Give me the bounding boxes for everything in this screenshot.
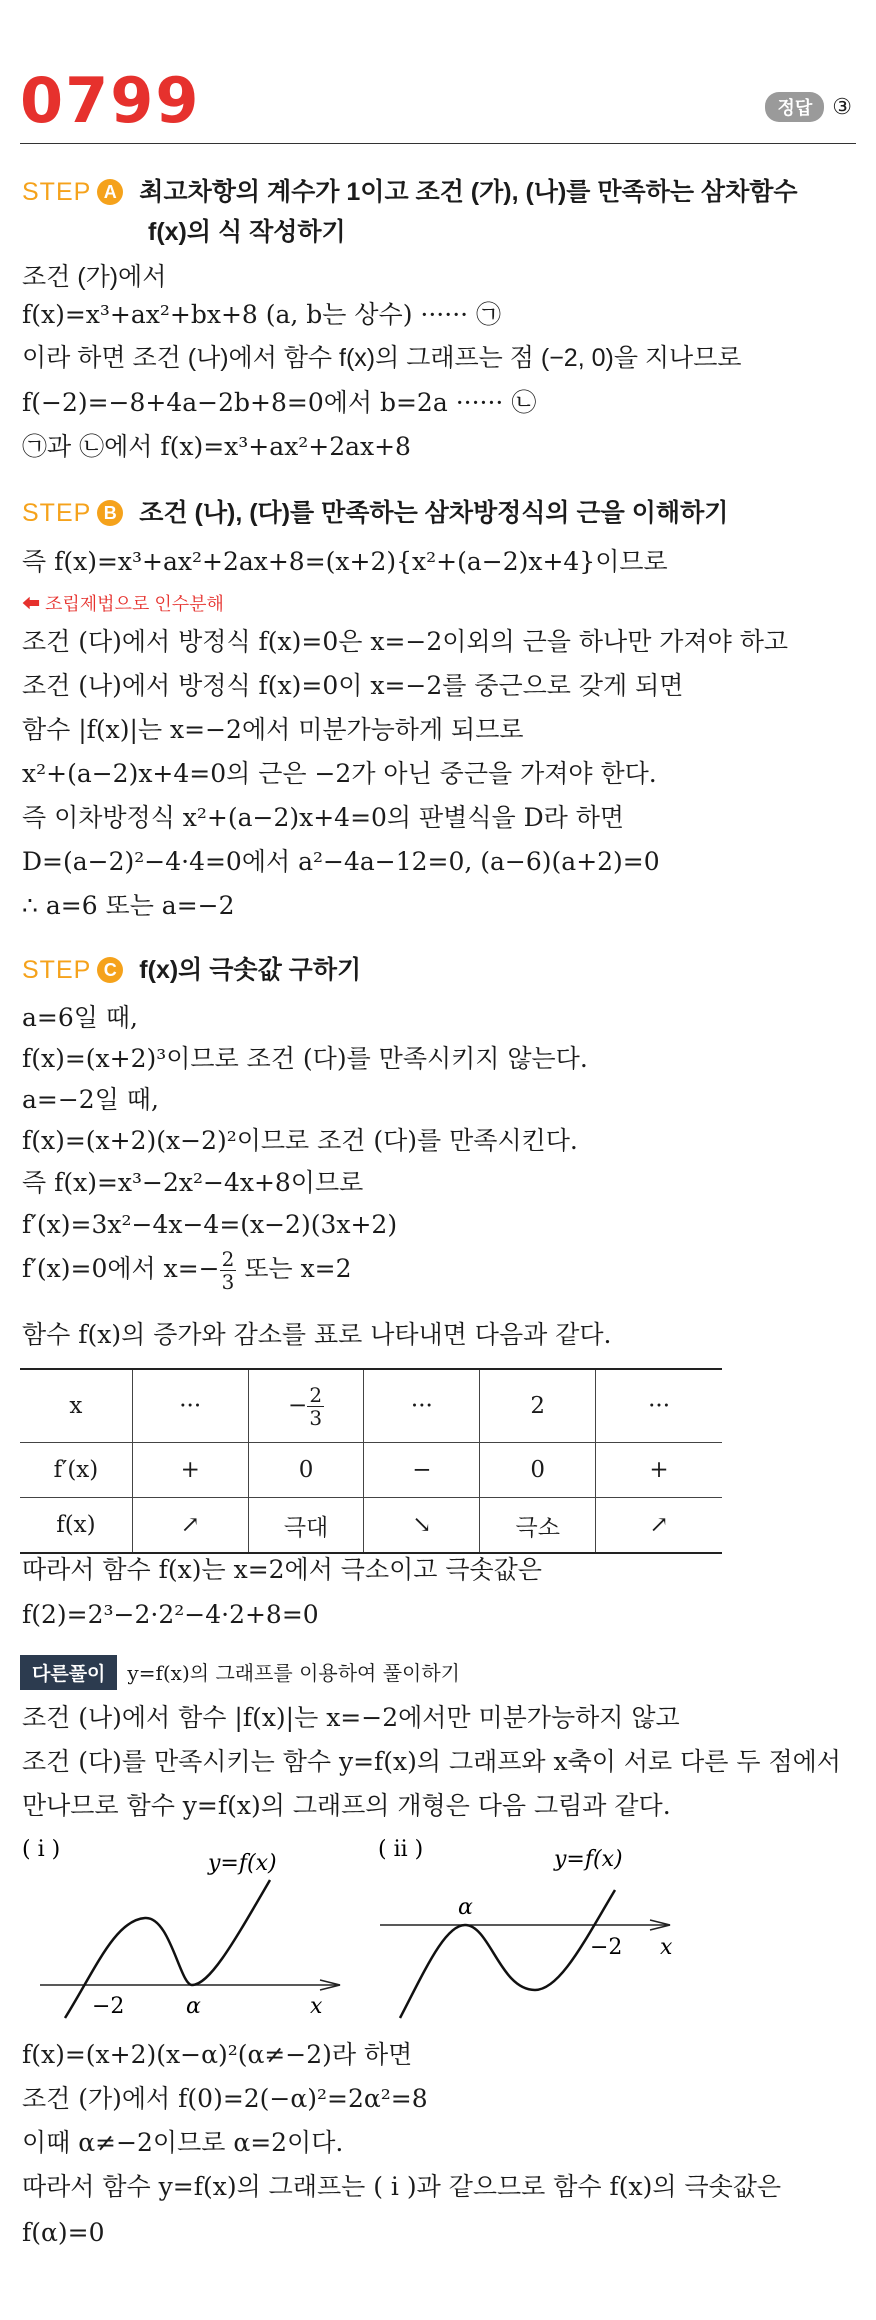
step-c-line: f(x)=(x+2)(x−2)²이므로 조건 (다)를 만족시킨다. — [22, 1126, 578, 1155]
step-b-badge: B — [97, 500, 123, 526]
table-cell: − — [364, 1443, 480, 1498]
alt-tag: 다른풀이 — [20, 1655, 117, 1690]
graph-2-curve — [400, 1890, 615, 2018]
alt-after-line: f(x)=(x+2)(x−α)²(α≠−2)라 하면 — [22, 2040, 413, 2069]
table-row-x — [20, 1369, 722, 1443]
table-cell: ↗ — [596, 1498, 722, 1554]
graph-2-x: x — [660, 1935, 673, 1960]
graph-1-neg2: −2 — [92, 1994, 125, 2019]
graph-1-label: ( i ) — [22, 1837, 61, 1862]
step-b-line: 조건 (나)에서 방정식 f(x)=0이 x=−2를 중근으로 갖게 되면 — [22, 671, 684, 700]
step-c-conclusion: 따라서 함수 f(x)는 x=2에서 극소이고 극솟값은 — [22, 1555, 542, 1584]
answer-value: ③ — [832, 94, 852, 119]
step-b-line: ∴ a=6 또는 a=−2 — [22, 891, 235, 920]
alt-after-line: f(α)=0 — [22, 2218, 105, 2247]
graph-case-1 — [20, 1830, 380, 2020]
step-a-line: f(−2)=−8+4a−2b+8=0에서 b=2a ······ ㉡ — [22, 388, 537, 417]
table-cell: ··· — [596, 1369, 722, 1443]
table-cell: ··· — [132, 1369, 248, 1443]
header-divider — [20, 143, 856, 144]
step-a-line: ㉠과 ㉡에서 f(x)=x³+ax²+2ax+8 — [22, 432, 411, 461]
graph-1-curve-label: y=f(x) — [208, 1851, 277, 1876]
table-cell: f(x) — [20, 1498, 132, 1554]
step-b-line: x²+(a−2)x+4=0의 근은 −2가 아닌 중근을 가져야 한다. — [22, 759, 657, 788]
step-a-badge: A — [97, 179, 123, 205]
table-cell: x — [20, 1369, 132, 1443]
alt-after-line: 따라서 함수 y=f(x)의 그래프는 ( i )과 같으므로 함수 f(x)의 극솟값은 — [22, 2172, 782, 2201]
table-cell: ↗ — [132, 1498, 248, 1554]
table-cell: 0 — [480, 1443, 596, 1498]
graph-2-curve-label: y=f(x) — [554, 1847, 623, 1872]
table-row-f — [20, 1498, 722, 1554]
answer-box — [765, 92, 852, 122]
table-cell: ··· — [364, 1369, 480, 1443]
step-c-line: f(x)=(x+2)³이므로 조건 (다)를 만족시키지 않는다. — [22, 1044, 588, 1073]
step-c-heading: STEP C f(x)의 극솟값 구하기 — [22, 956, 362, 984]
step-b-line: D=(a−2)²−4·4=0에서 a²−4a−12=0, (a−6)(a+2)=0 — [22, 847, 660, 876]
table-cell: 2 — [480, 1369, 596, 1443]
table-cell: ↘ — [364, 1498, 480, 1554]
step-a-heading-line2: f(x)의 식 작성하기 — [148, 218, 346, 246]
step-b-line: 즉 f(x)=x³+ax²+2ax+8=(x+2){x²+(a−2)x+4}이므로 — [22, 547, 668, 576]
step-b-line: 함수 |f(x)|는 x=−2에서 미분가능하게 되므로 — [22, 715, 524, 744]
answer-label: 정답 — [765, 92, 824, 122]
graph-1-alpha: α — [186, 1994, 201, 2019]
step-c-conclusion: f(2)=2³−2·2²−4·2+8=0 — [22, 1600, 319, 1629]
step-c-line: a=6일 때, — [22, 1003, 138, 1032]
increase-decrease-table — [20, 1368, 722, 1554]
alt-solution-heading: 다른풀이 y=f(x)의 그래프를 이용하여 풀이하기 — [20, 1655, 460, 1685]
table-cell: f′(x) — [20, 1443, 132, 1498]
alt-line: 조건 (다)를 만족시키는 함수 y=f(x)의 그래프와 x축이 서로 다른 두 점에서 — [22, 1747, 841, 1776]
alt-after-line: 조건 (가)에서 f(0)=2(−α)²=2α²=8 — [22, 2084, 428, 2113]
step-a-line: 조건 (가)에서 — [22, 263, 167, 291]
step-b-line: 조건 (다)에서 방정식 f(x)=0은 x=−2이외의 근을 하나만 가져야 하고 — [22, 627, 788, 656]
graph-2-neg2: −2 — [590, 1935, 623, 1960]
table-row-fprime — [20, 1443, 722, 1498]
step-b-line: 즉 이차방정식 x²+(a−2)x+4=0의 판별식을 D라 하면 — [22, 803, 625, 832]
step-a-heading: STEP A 최고차항의 계수가 1이고 조건 (가), (나)를 만족하는 삼차함수 — [22, 178, 798, 206]
step-a-line: f(x)=x³+ax²+bx+8 (a, b는 상수) ······ ㉠ — [22, 300, 502, 329]
problem-number: 0799 — [20, 64, 201, 137]
alt-line: 만나므로 함수 y=f(x)의 그래프의 개형은 다음 그림과 같다. — [22, 1791, 671, 1820]
graph-2-label: ( ii ) — [378, 1837, 424, 1862]
graph-case-2 — [370, 1830, 690, 2020]
table-cell: 극대 — [248, 1498, 364, 1554]
step-c-line: a=−2일 때, — [22, 1085, 159, 1114]
step-c-line: f′(x)=3x²−4x−4=(x−2)(3x+2) — [22, 1210, 398, 1239]
table-cell: + — [596, 1443, 722, 1498]
alt-after-line: 이때 α≠−2이므로 α=2이다. — [22, 2128, 344, 2157]
step-a-line: 이라 하면 조건 (나)에서 함수 f(x)의 그래프는 점 (−2, 0)을 지나므로 — [22, 344, 742, 372]
alt-line: 조건 (나)에서 함수 |f(x)|는 x=−2에서만 미분가능하지 않고 — [22, 1703, 680, 1732]
table-cell: 극소 — [480, 1498, 596, 1554]
table-intro: 함수 f(x)의 증가와 감소를 표로 나타내면 다음과 같다. — [22, 1320, 612, 1349]
table-cell: 0 — [248, 1443, 364, 1498]
factor-note: ⬅ 조립제법으로 인수분해 — [22, 594, 224, 614]
table-cell: − $\frac{2}{3}$ — [248, 1369, 364, 1443]
step-c-badge: C — [97, 957, 123, 983]
fraction: $\frac{2}{3}$ — [221, 1247, 235, 1294]
critical-points-line: f′(x)=0에서 x=− $\frac{2}{3}$ 또는 x=2 — [22, 1247, 352, 1294]
graph-2-alpha: α — [458, 1895, 473, 1920]
graph-1-x: x — [310, 1994, 323, 2019]
step-b-heading: STEP B 조건 (나), (다)를 만족하는 삼차방정식의 근을 이해하기 — [22, 499, 729, 527]
table-cell: + — [132, 1443, 248, 1498]
step-c-line: 즉 f(x)=x³−2x²−4x+8이므로 — [22, 1168, 364, 1197]
